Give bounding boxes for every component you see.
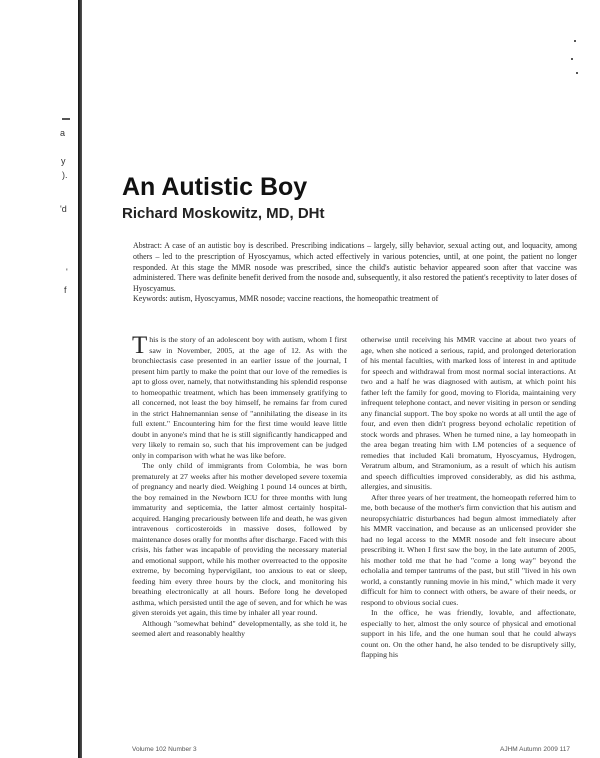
margin-mark: a (60, 128, 66, 138)
footer-volume: Volume 102 Number 3 (132, 746, 197, 753)
drop-cap: T (132, 332, 148, 359)
article-author: Richard Moskowitz, MD, DHt (122, 205, 325, 222)
article-keywords: Keywords: autism, Hyoscyamus, MMR nosode; vaccine reactions, the homeopathic treatment of (133, 294, 439, 303)
scan-speck (574, 40, 576, 42)
body-paragraph: After three years of her treatment, the homeopath referred him to me, both because of the mother's firm conviction that his autism and neuropsychiatric disturbances had begun almost immediately after his MMR vaccination, and because as an unlicensed provider she had no legal access to the MMR nosode and felt insecure about prescribing it. When I first saw the boy, in the late autumn of 2005, his mother told me that he had "come a long way" beyond the echolalia and temper tantrums of the past, but still "lived in his own world, a constantly running movie in his mind," which made it very difficult for him to connect with others, be aware of their needs, or respond to obvious social cues. (361, 492, 576, 607)
body-paragraph (132, 332, 347, 461)
body-column-right (361, 335, 576, 661)
margin-mark: f (64, 285, 67, 295)
binding-shadow (78, 0, 82, 758)
scan-speck (576, 72, 578, 74)
body-paragraph: Although "somewhat behind" developmentally, as she told it, he seemed alert and reasonably healthy (132, 618, 347, 638)
body-paragraph: otherwise until receiving his MMR vaccine at about two years of age, when she noticed a serious, rapid, and prolonged deterioration of his mental faculties, with marked loss of interest in and aptitude for speech and withdrawal from most normal social interactions. At two and a half he was diagnosed with autism, at which point his father left the family for good, moving to Florida, maintaining very infrequent telephone contact, and never visiting in person or sending any financial support. The boy spoke no words at all until the age of four, and even then didn't progress beyond echolalic repetition of stock words and phrases. When he turned nine, a lay homeopath in the area began treating him with LM potencies of a sequence of remedies that included Kali bromatum, Hyoscyamus, Hydrogen, Veratrum album, and Stramonium, as a result of which his autism and speech difficulties improved considerably, as did his asthma, allergies, and sinusitis. (361, 335, 576, 491)
article-abstract: Abstract: A case of an autistic boy is described. Prescribing indications – largely, silly behavior, sexual acting out, and loquacity, among others – led to the prescription of Hyoscyamus, which acted effectively in various potencies, until, at one point, the patient no longer responded. At this stage the MMR nosode was prescribed, since the child's autistic behavior appeared soon after that vaccine was administered. There was definite benefit derived from the nosode and, subsequently, it also restored the patient's receptivity to later doses of Hyoscyamus. (133, 241, 577, 294)
body-column-left (132, 332, 347, 640)
article-title: An Autistic Boy (122, 173, 308, 201)
body-paragraph: In the office, he was friendly, lovable, and affectionate, especially to her, almost the only source of physical and emotional support in his life, and the one human soul that he could always count on. On the other hand, he also tended to be disruptively silly, flapping his (361, 608, 576, 659)
margin-mark: y (61, 156, 66, 166)
scan-speck (571, 58, 573, 60)
margin-mark: 'd (60, 204, 67, 214)
footer-page-info: AJHM Autumn 2009 117 (500, 746, 570, 753)
scan-speck (62, 118, 70, 120)
margin-mark: ). (62, 170, 68, 180)
paragraph-text: his is the story of an adolescent boy with autism, whom I first saw in November, 2005, at the age of 12. As with the bronchiectasis case presented in an earlier issue of the journal, I present him partly to make the point that our love of the remedies is apt to gloss over, namely, that notwithstanding his splendid response to homeopathic treatment, which has been immensely gratifying to all concerned, not least the boy himself, he remains far from cured in the strict Hahnemannian sense of "annihilating the disease in its full extent." Encountering him for the first time would leave little doubt in anyone's mind that he is still significantly handicapped and very likely to remain so, such that his improvement can be judged only in comparison with what he was like before. (132, 335, 347, 460)
margin-mark: ' (66, 267, 68, 277)
body-paragraph: The only child of immigrants from Colombia, he was born prematurely at 27 weeks after his mother developed severe toxemia of pregnancy and nearly died. Weighing 1 pound 14 ounces at birth, the boy remained in the Newborn ICU for three months with lung immaturity and septicemia, the latter almost certainly hospital-acquired. Hanging precariously between life and death, he was given intravenous corticosteroids in massive doses, followed by maintenance doses orally for months after discharge. Faced with this crisis, his father was incapable of providing the necessary material and emotional support, while his mother overreacted to the opposite extreme, by becoming hypervigilant, too anxious to eat or sleep, feeding him every three hours by the clock, and monitoring his breathing electronically at all hours. Before long he developed asthma, which persisted until the age of seven, and for which he was given steroids yet again, this time by inhaler all year round. (132, 461, 347, 617)
